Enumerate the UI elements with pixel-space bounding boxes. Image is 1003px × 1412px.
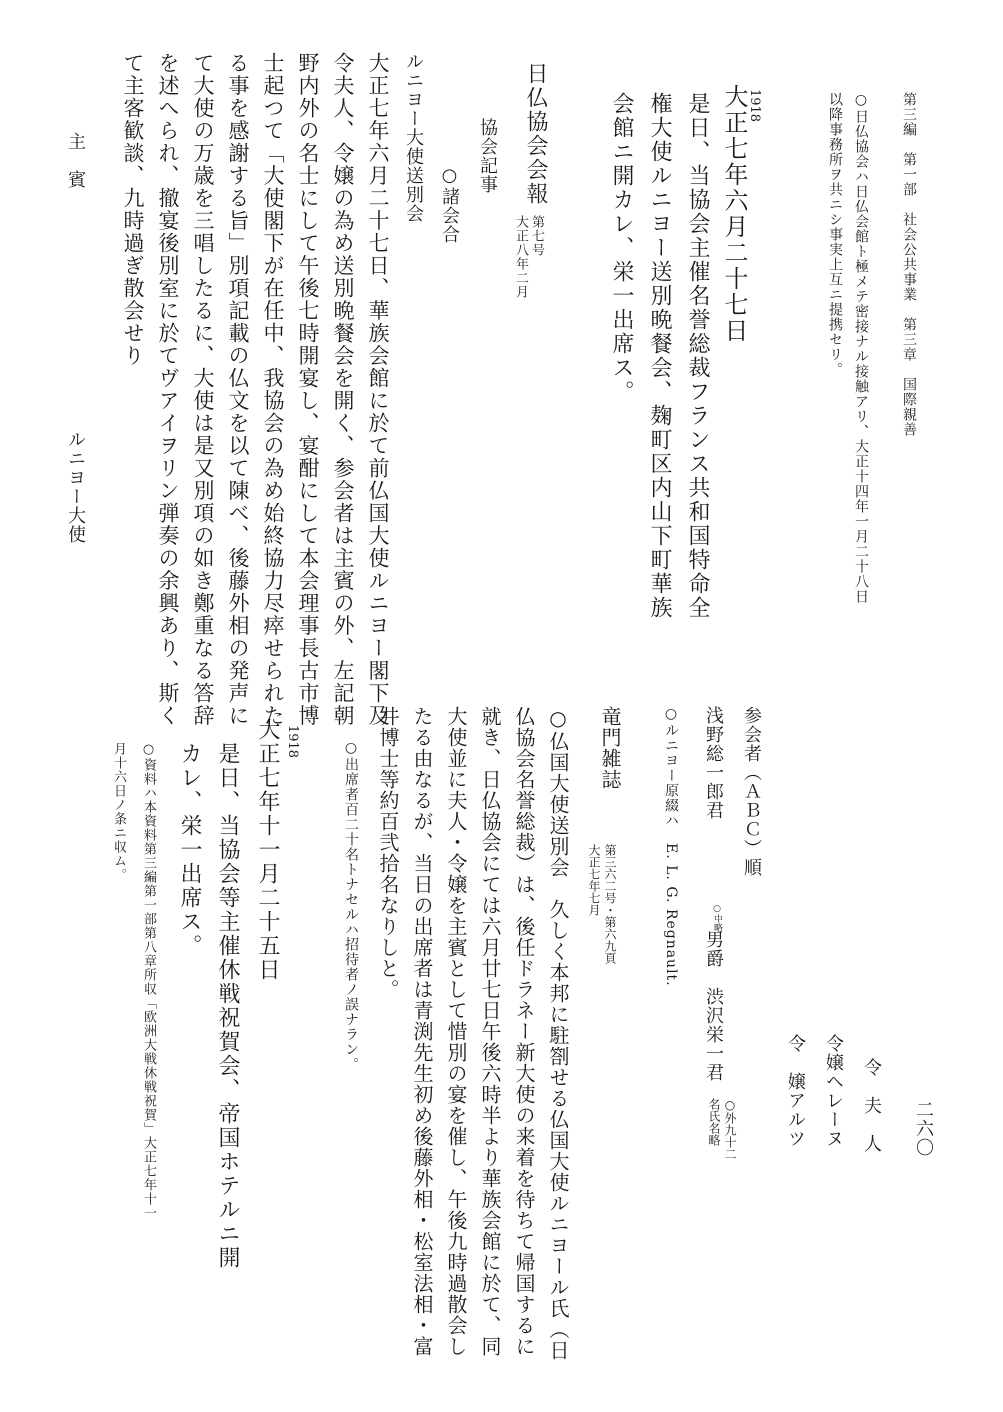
source2-body-1: ○仏国大使送別会 久しく本邦に駐劄せる仏国大使ルニヨール氏（日 (546, 706, 570, 1361)
source2-title: 竜門雑誌 (598, 706, 622, 790)
source2-body-3: 就き、日仏協会にては六月廿七日午後六時半より華族会館に於て、同 (478, 706, 502, 1357)
top-note-line2: 以降事務所ヲ共ニシ事実上互ニ提携セリ。 (827, 92, 843, 377)
source1-subsection: ○諸会合 (439, 165, 460, 244)
source2-body-2: 仏協会名誉総裁）は、後任ドラネー新大使の来着を待ちて帰国するに (512, 706, 536, 1357)
running-head: 第三編 第一部 社会公共事業 第三章 国際親善 (901, 92, 917, 437)
entry1-line1: 是日、当協会主催名誉総裁フランス共和国特命全 (685, 92, 710, 620)
entry1-line3: 会館ニ開カレ、栄一出席ス。 (609, 92, 634, 404)
source1-body-1: 大正七年六月二十七日、華族会館に於て前仏国大使ルニヨー閣下及 (366, 52, 390, 727)
source1-body-6: て大使の万歳を三唱したるに、大使は是又別項の如き鄭重なる答辞 (191, 52, 215, 727)
entry2-note1: ○資料ハ本資料第三編第一部第八章所収「欧洲大戦休戦祝賀」大正七年十一 (141, 742, 156, 1220)
guests-line1b: 男爵 渋沢栄一君 (703, 930, 724, 1082)
entry2-year: 1918 (285, 724, 301, 759)
entry1-line2: 権大使ルニヨー送別晩餐会、麹町区内山下町華族 (647, 92, 672, 620)
source1-body-2: 令夫人、令嬢の為め送別晩餐会を開く、参会者は主賓の外、左記朝 (331, 52, 355, 727)
source1-body-5: る事を感謝する旨」別項記載の仏文を以て陳べ、後藤外相の発声に (226, 52, 250, 727)
source2-body-6: 井博士等約百弐拾名なりしと。 (376, 706, 400, 1000)
entry2-note2: 月十六日ノ条ニ収ム。 (111, 742, 126, 882)
guests-note: ○ルニヨー原綴ハ E. L. G. Regnault. (663, 706, 679, 987)
guests-others2: 名氏名略 (707, 1098, 721, 1146)
entry2-line2: カレ、栄一出席ス。 (177, 742, 202, 958)
source1-body-4: 士起つて「大使閣下が在任中、我協会の為め始終協力尽瘁せられた (261, 52, 285, 727)
guests-line1: 浅野総一郎君 (703, 706, 724, 820)
source2-date: 大正七年七月 (587, 844, 601, 916)
entry2-date: 大正七年十一月二十五日 (255, 718, 280, 982)
source2-body-5: たる由なるが、当日の出席者は青渕先生初め後藤外相・松室法相・富 (410, 706, 434, 1357)
source1-event: ルニヨー大使送別会 (403, 52, 424, 223)
source1-title: 日仏協会会報 (523, 62, 548, 206)
source2-body-4: 大使並に夫人・令嬢を主賓として惜別の宴を催し、午後九時過散会し (444, 706, 468, 1357)
guests-ellipsis: ○中略 (712, 904, 722, 932)
entry2-line1: 是日、当協会等主催休戦祝賀会、帝国ホテルニ開 (215, 742, 240, 1270)
source1-issue: 第七号 (529, 215, 544, 257)
top-note-line1: ○日仏協会ハ日仏会館ト極メテ密接ナル接触アリ、大正十四年一月二十八日 (853, 92, 869, 604)
guest-label: 主 賓 (65, 132, 86, 189)
source1-body-8: て主客歓談、九時過ぎ散会せり (121, 52, 145, 367)
guest-name: ルニヨー大使 (65, 430, 86, 544)
source1-body-3: 野内外の名士にして午後七時開宴し、宴酣にして本会理事長古市博 (296, 52, 320, 727)
family-wife: 令 夫 人 (861, 1058, 882, 1153)
family-daughter2: 令 嬢アルツ (785, 1034, 806, 1148)
page-number: 二六〇 (913, 1100, 934, 1157)
entry1-year: 1918 (747, 88, 763, 123)
source1-section: 協会記事 (477, 118, 498, 194)
family-daughter1: 令嬢ヘレーヌ (823, 1034, 844, 1148)
source2-issue: 第三六二号・第六九頁 (603, 844, 617, 964)
entry1-date: 大正七年六月二十七日 (720, 84, 748, 344)
guests-others: ○外九十二 (723, 1098, 737, 1160)
guests-title: 参会者（ＡＢＣ）順 (741, 706, 762, 877)
source1-body-7: を述へられ、撤宴後別室に於てヴアイヲリン弾奏の余興あり、斯く (156, 52, 180, 727)
source2-note: ○出席者百二十名トナセルハ招待者ノ誤ナラン。 (343, 740, 359, 1072)
source1-date: 大正八年二月 (513, 215, 528, 299)
